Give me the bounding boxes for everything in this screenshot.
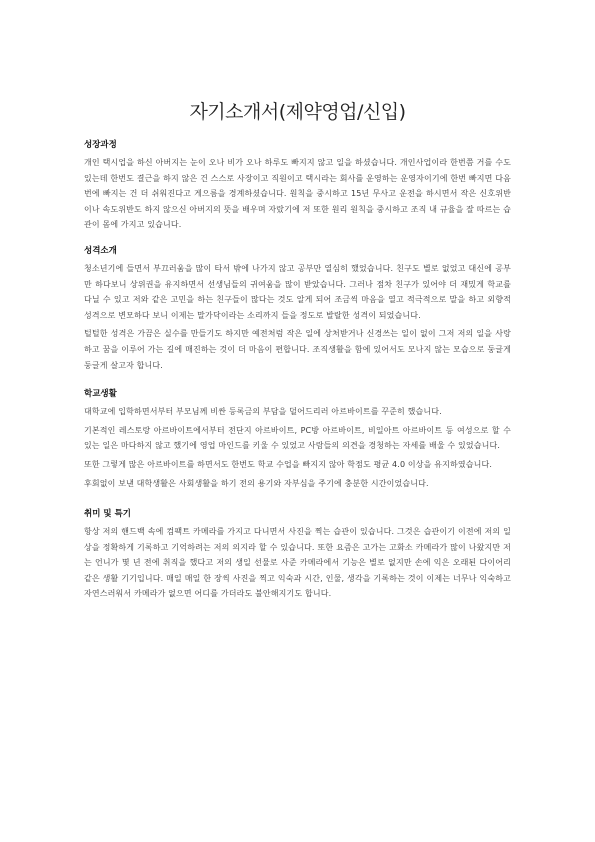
section-growth: [84, 138, 511, 233]
section-hobbies: [84, 507, 511, 602]
paragraph: 청소년기에 들면서 부끄러움을 많이 타서 밖에 나가지 않고 공부만 열심히 했었습니다. 친구도 별로 없었고 대신에 공부만 하다보니 상위권을 유지하면서 선생님들의 귀여움을 많이 받았습니다. 그러나 점차 친구가 있어야 더 재밌게 학교를 다닐 수 있고 저와 같은 고민을 하는 친구들이 많다는 것도 알게 되어 조금씩 마음을 열고 적극적으로 말을 하고 외향적 성격으로 변모하다 보니 이제는 말가닥이라는 소리까지 들을 정도로 발랄한 성격이 되었습니다.: [84, 263, 511, 320]
paragraph: 후회없이 보낸 대학생활은 사회생활을 하기 전의 용기와 자부심을 주기에 충분한 시간이었습니다.: [84, 478, 429, 488]
section-heading: 취미 및 특기: [84, 509, 131, 520]
document-title: 자기소개서(제약영업/신입): [189, 101, 406, 123]
section-heading: 성격소개: [84, 245, 117, 256]
paragraph: 기본적인 레스토랑 아르바이트에서부터 전단지 아르바이트, PC방 아르바이트, 비일아트 아르바이트 등 여성으로 할 수 있는 일은 마다하지 않고 했기에 영업 마인드를 키울 수 있었고 사람들의 의견을 경청하는 자세를 배울 수 있었습니다.: [84, 425, 511, 451]
document-body: [84, 138, 511, 602]
paragraph: 개인 택시업을 하신 아버지는 눈이 오나 비가 오나 하루도 빠지지 않고 일을 하셨습니다. 개인사업이라 한번쯤 거를 수도 있는데 한번도 결근을 하지 않은 건 스스로 사장이고 직원이고 택시라는 회사를 운영하는 운영자이기에 한번 빠지면 다음 번에 빠지는 건 더 쉬워진다고 게으름을 경계하셨습니다. 원칙을 중시하고 15년 무사고 운전을 하시면서 작은 신호위반이나 속도위반도 하지 않으신 아버지의 뜻을 배우며 자랐기에 저 또한 원리 원칙을 중시하고 조직 내 규율을 잘 따르는 습관이 몸에 가지고 있습니다.: [84, 158, 511, 230]
section-school-life: [84, 387, 511, 491]
paragraph: 털털한 성격은 가끔은 실수를 만들기도 하지만 예전처럼 작은 일에 상처받거나 신경쓰는 일이 없이 그저 저의 일을 사랑하고 꿈을 이루어 가는 길에 매진하는 것이 더 마음이 편합니다. 조직생활을 함에 있어서도 모나지 않는 모습으로 둥글게 둥글게 살고자 합니다.: [84, 329, 511, 370]
paragraph: 또한 그렇게 많은 아르바이트를 하면서도 한번도 학교 수업을 빠지지 않아 학점도 평균 4.0 이상을 유지하였습니다.: [84, 459, 493, 469]
section-heading: 성장과정: [84, 140, 117, 150]
paragraph: 항상 저의 핸드백 속에 컴팩트 카메라를 가지고 다니면서 사진을 찍는 습관이 있습니다. 그것은 습관이기 이전에 저의 일상을 정확하게 기록하고 기억하려는 저의 의지라 할 수 있습니다. 또한 요즘은 고가는 고화소 카메라가 많이 나왔지만 저는 언니가 몇 년 전에 취직을 했다고 저의 생일 선물로 사준 카메라에서 기능은 별로 없지만 손에 익은 오래된 다이어리 같은 생활 기기입니다. 매일 매일 한 장씩 사진을 찍고 익숙과 시간, 인물, 생각을 기록하는 것이 이제는 너무나 익숙하고 자연스러워서 카메라가 없으면 어디를 가더라도 불안해지기도 합니다.: [84, 527, 511, 599]
section-personality: [84, 244, 511, 373]
paragraph: 대학교에 입학하면서부터 부모님께 비싼 등록금의 부담을 덜어드리러 아르바이트를 꾸준히 했습니다.: [84, 407, 442, 417]
section-heading: 학교생활: [84, 389, 117, 400]
